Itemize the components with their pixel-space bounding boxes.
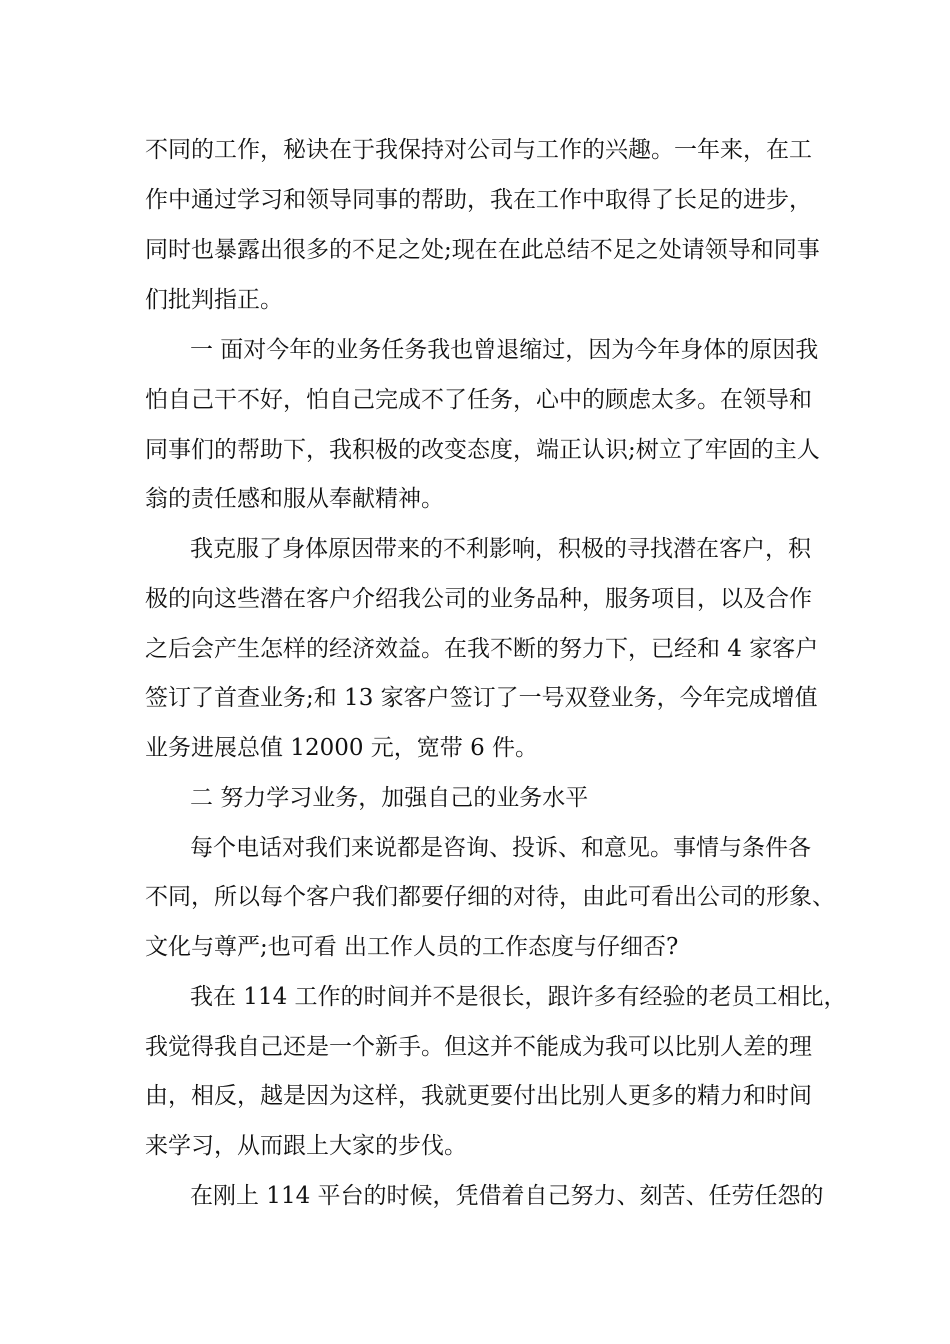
section-heading-one: 一 面对今年的业务任务我也曾退缩过，因为今年身体的原因我 bbox=[190, 337, 819, 363]
text-line: 之后会产生怎样的经济效益。在我不断的努力下，已经和 4 家客户 bbox=[145, 636, 819, 662]
text-line: 不同，所以每个客户我们都要仔细的对待，由此可看出公司的形象、 bbox=[145, 884, 835, 910]
text-line: 文化与尊严;也可看 出工作人员的工作态度与仔细否? bbox=[145, 934, 679, 960]
paragraph-start: 每个电话对我们来说都是咨询、投诉、和意见。事情与条件各 bbox=[190, 835, 811, 861]
text-line: 同事们的帮助下，我积极的改变态度，端正认识;树立了牢固的主人 bbox=[145, 437, 820, 463]
text-line: 签订了首查业务;和 13 家客户签订了一号双登业务，今年完成增值 bbox=[145, 685, 818, 711]
paragraph-start: 我克服了身体原因带来的不利影响，积极的寻找潜在客户，积 bbox=[190, 536, 811, 562]
text-line: 不同的工作，秘诀在于我保持对公司与工作的兴趣。一年来，在工 bbox=[145, 137, 812, 163]
text-line: 来学习，从而跟上大家的步伐。 bbox=[145, 1133, 467, 1159]
text-line: 极的向这些潜在客户介绍我公司的业务品种，服务项目，以及合作 bbox=[145, 586, 812, 612]
text-line: 由，相反，越是因为这样，我就更要付出比别人更多的精力和时间 bbox=[145, 1083, 812, 1109]
text-line: 我觉得我自己还是一个新手。但这并不能成为我可以比别人差的理 bbox=[145, 1034, 812, 1060]
text-line: 作中通过学习和领导同事的帮助，我在工作中取得了长足的进步， bbox=[145, 187, 812, 213]
text-line: 业务进展总值 12000 元，宽带 6 件。 bbox=[145, 735, 539, 761]
text-line: 怕自己干不好，怕自己完成不了任务，心中的顾虑太多。在领导和 bbox=[145, 387, 812, 413]
text-line: 们批判指正。 bbox=[145, 287, 283, 313]
paragraph-start: 在刚上 114 平台的时候，凭借着自己努力、刻苦、任劳任怨的 bbox=[190, 1183, 824, 1209]
section-heading-two: 二 努力学习业务，加强自己的业务水平 bbox=[190, 785, 589, 811]
text-line: 同时也暴露出很多的不足之处;现在在此总结不足之处请领导和同事 bbox=[145, 237, 820, 263]
text-line: 翁的责任感和服从奉献精神。 bbox=[145, 486, 444, 512]
paragraph-start: 我在 114 工作的时间并不是很长，跟许多有经验的老员工相比， bbox=[190, 984, 847, 1010]
